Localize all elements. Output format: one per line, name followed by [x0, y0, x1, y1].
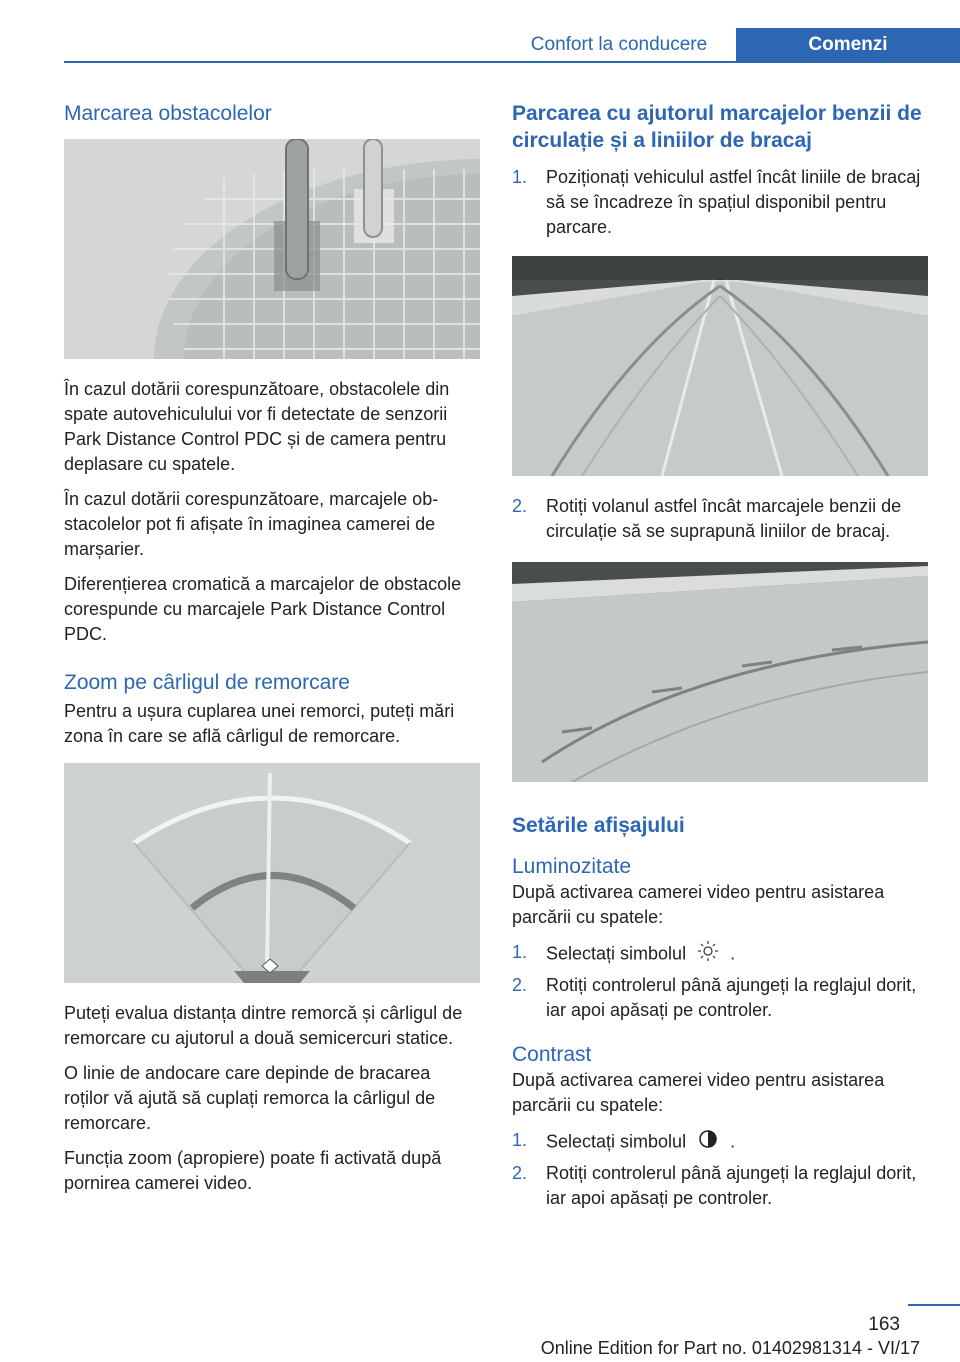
hitch-zoom-figure	[64, 763, 480, 983]
obstacle-marking-illustration	[64, 139, 480, 359]
list-item	[512, 973, 928, 1023]
paragraph-brightness-intro: După activarea camerei video pentru asistarea parcării cu spatele:	[512, 882, 885, 928]
sun-icon	[697, 940, 719, 969]
section-title-hitch-zoom: Zoom pe cârligul de remorcare	[64, 671, 350, 695]
paragraph-zoom-activation: Funcția zoom (apropiere) poate fi activată după pornirea camerei video.	[64, 1147, 442, 1193]
paragraph-docking-line: O linie de andocare care depinde de bracarea roților vă ajută să cuplați remorca la cârligul de remorcare.	[64, 1062, 436, 1133]
list-item	[512, 1161, 928, 1211]
page-number: 163	[868, 1314, 900, 1335]
paragraph-semicircles: Puteți evalua distanța dintre remorcă și cârligul de remorcare cu ajutorul a două semicercuri statice.	[64, 1002, 463, 1048]
step-text: Selectați simbolul	[546, 1131, 687, 1152]
subsection-title-contrast: Contrast	[512, 1043, 592, 1067]
footer-divider	[908, 1304, 960, 1306]
step-text: Selectați simbolul	[546, 943, 687, 964]
step-number: 1.	[512, 166, 528, 187]
step-number: 2.	[512, 495, 528, 516]
step-number: 1.	[512, 1130, 528, 1151]
list-item	[512, 494, 928, 544]
step-number: 2.	[512, 1163, 528, 1184]
contrast-icon	[697, 1128, 719, 1157]
step-text: Poziționați vehiculul astfel încât liniile de bracaj să se încadreze în spațiul disponibil pentru parcare.	[546, 166, 921, 237]
brightness-steps-list	[512, 940, 928, 1023]
right-column	[512, 100, 928, 1221]
paragraph-hitch-zoom-intro: Pentru a ușura cuplarea unei remorci, puteți mări zona în care se află cârligul de remorcare.	[64, 700, 455, 746]
step-text: Rotiți controlerul până ajungeți la reglajul dorit, iar apoi apăsați pe controler.	[546, 975, 917, 1021]
obstacle-marking-figure	[64, 139, 480, 359]
step-text-end: .	[730, 943, 736, 964]
lane-overlay-illustration	[512, 562, 928, 782]
left-column	[64, 100, 480, 1206]
edition-note: Online Edition for Part no. 01402981314 - VI/17	[540, 1338, 920, 1358]
turning-lines-illustration	[512, 256, 928, 476]
lane-overlay-figure	[512, 562, 928, 782]
paragraph-color-coding: Diferențierea cromatică a marcajelor de obstacole corespunde cu marcajele Park Distance Control PDC.	[64, 574, 462, 645]
header-divider	[64, 61, 960, 63]
step-text: Rotiți controlerul până ajungeți la reglajul dorit, iar apoi apăsați pe controler.	[546, 1163, 917, 1209]
paragraph-obstacle-markers: În cazul dotării corespunzătoare, marcajele obstacolelor pot fi afișate în imaginea camerei de marșarier.	[64, 489, 439, 560]
section-title-lane-markings: Parcarea cu ajutorul marcajelor benzii de circulație și a liniilor de bracaj	[512, 102, 922, 153]
lane-steps-list-b	[512, 494, 928, 544]
paragraph-contrast-intro: După activarea camerei video pentru asistarea parcării cu spatele:	[512, 1070, 885, 1116]
header-section-title: Confort la conducere	[530, 34, 708, 55]
list-item	[512, 165, 928, 240]
turning-lines-figure	[512, 256, 928, 476]
step-number: 1.	[512, 942, 528, 963]
section-title-display-settings: Setările afișajului	[512, 813, 685, 837]
list-item	[512, 1128, 928, 1157]
contrast-steps-list	[512, 1128, 928, 1211]
page-header	[0, 0, 960, 62]
lane-steps-list-a	[512, 165, 928, 240]
section-title-obstacle-marking: Marcarea obstacolelor	[64, 102, 272, 125]
list-item	[512, 940, 928, 969]
hitch-zoom-illustration	[64, 763, 480, 983]
step-text-end: .	[730, 1131, 736, 1152]
step-text: Rotiți volanul astfel încât marcajele benzii de circulație să se suprapună liniilor de bracaj.	[546, 495, 902, 541]
paragraph-obstacle-detection: În cazul dotării corespunzătoare, obstacolele din spate autovehiculului vor fi detectate de senzorii Park Distance Control PDC și de camera pentru deplasare cu spatele.	[64, 379, 450, 475]
step-number: 2.	[512, 975, 528, 996]
subsection-title-brightness: Luminozitate	[512, 854, 632, 878]
header-chapter-tab: Comenzi	[736, 28, 960, 62]
